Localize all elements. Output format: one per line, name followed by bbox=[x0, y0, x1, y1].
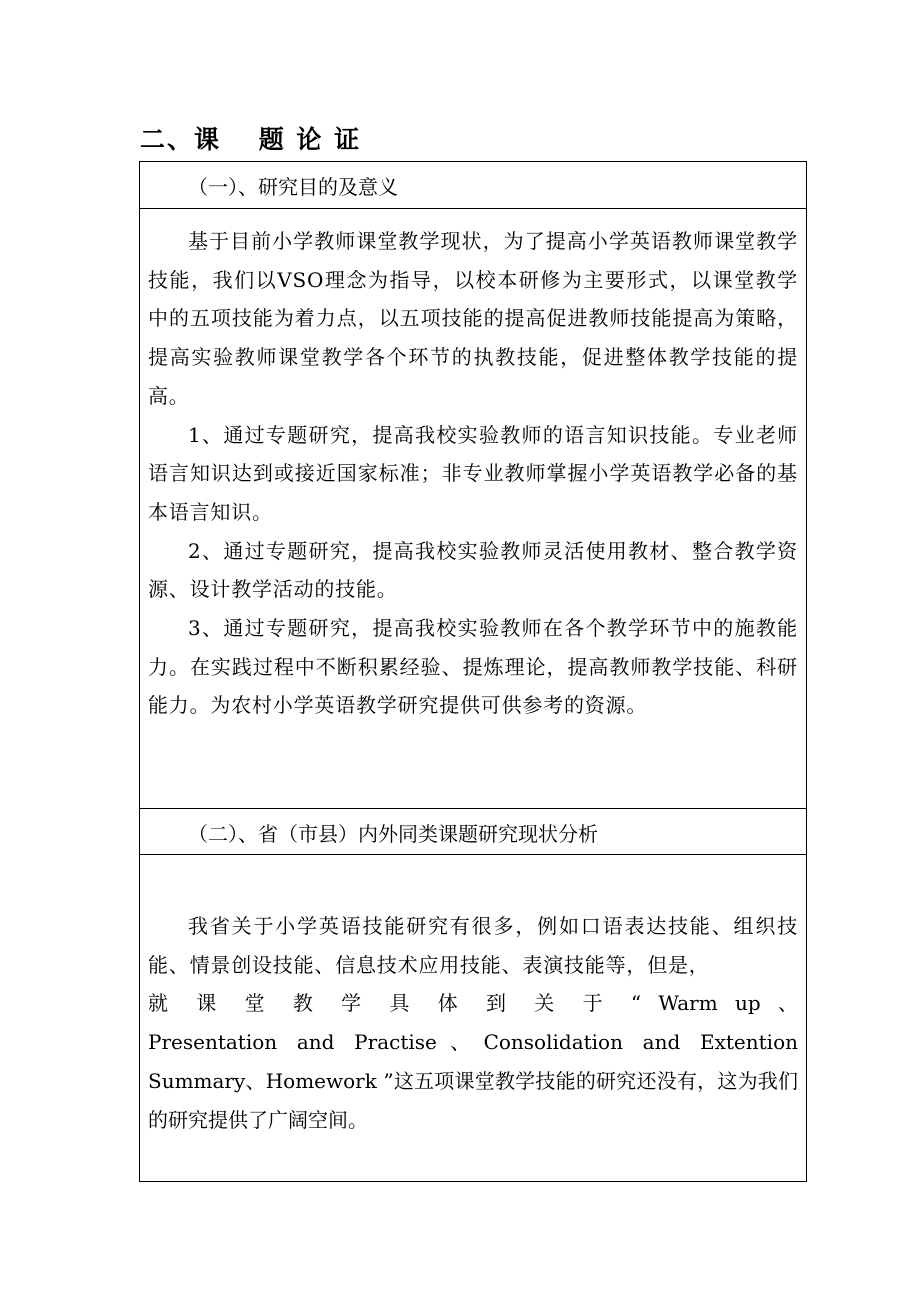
purpose-body bbox=[140, 208, 806, 808]
section-title: 二、课 题 论 证 bbox=[140, 125, 362, 154]
status-paragraph-line-a: 我省关于小学英语技能研究有很多，例如口语表达技能、组织技能、情景创设技能、信息技术应用技能、表演技能等，但是， bbox=[148, 914, 798, 977]
purpose-paragraph-1: 1、通过专题研究，提高我校实验教师的语言知识技能。专业老师语言知识达到或接近国家标准；非专业教师掌握小学英语教学必备的基本语言知识。 bbox=[148, 422, 798, 524]
status-paragraph-line-d: Summary、Homework ”这五项课堂教学技能的研究还没有，这为我们的研究提供了广阔空间。 bbox=[148, 1068, 798, 1132]
purpose-paragraph-2: 2、通过专题研究，提高我校实验教师灵活使用教材、整合教学资源、设计教学活动的技能。 bbox=[148, 538, 798, 602]
purpose-header: （一）、研究目的及意义 bbox=[188, 175, 398, 199]
purpose-paragraph-intro: 基于目前小学教师课堂教学现状，为了提高小学英语教师课堂教学技能，我们以VSO理念为指导，以校本研修为主要形式，以课堂教学中的五项技能为着力点，以五项技能的提高促进教师技能提高为策略，提高实验教师课堂教学各个环节的执教技能，促进整体教学技能的提高。 bbox=[148, 229, 798, 408]
purpose-paragraph-3: 3、通过专题研究，提高我校实验教师在各个教学环节中的施教能力。在实践过程中不断积累经验、提炼理论，提高教师教学技能、科研能力。为农村小学英语教学研究提供可供参考的资源。 bbox=[148, 616, 798, 718]
research-table bbox=[139, 161, 807, 1182]
status-paragraph-line-b: 就 课 堂 教 学 具 体 到 关 于 “ Warm up 、 bbox=[148, 991, 798, 1016]
status-paragraph-line-c: Presentation and Practise、Consolidation and Extention bbox=[148, 1030, 798, 1055]
status-body bbox=[140, 854, 806, 1181]
status-header: （二）、省（市县）内外同类课题研究现状分析 bbox=[140, 808, 806, 854]
